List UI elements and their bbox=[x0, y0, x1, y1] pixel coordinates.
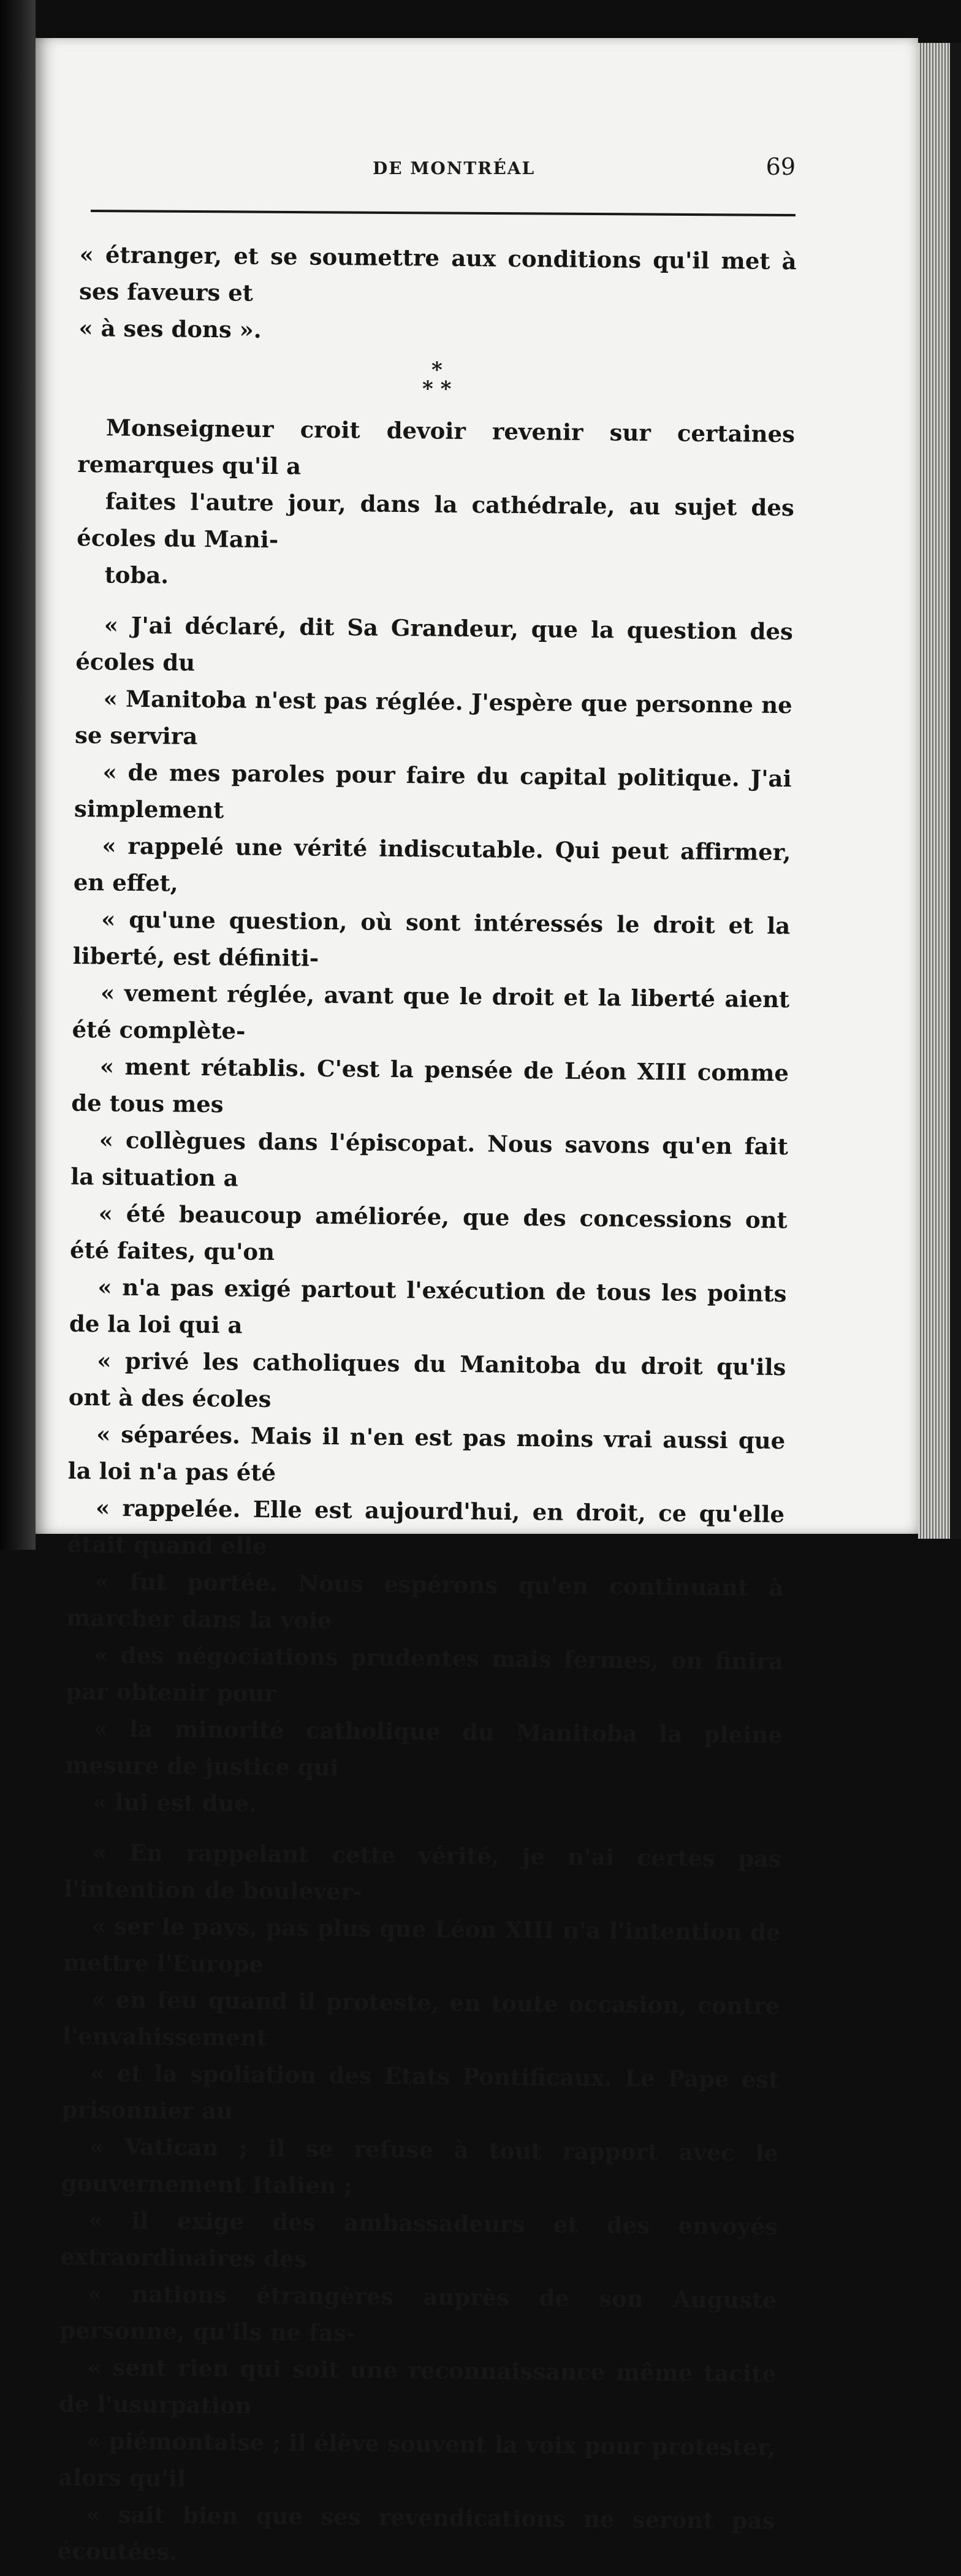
text-line: « Manitoba n'est pas réglée. J'espère que personne ne se servira bbox=[74, 685, 792, 750]
text-line: « privé les catholiques du Manitoba du droit qu'ils ont à des écoles bbox=[68, 1347, 786, 1413]
text-line: « en feu quand il proteste, en toute occasion, contre l'envahissement bbox=[62, 1986, 780, 2052]
paragraph-2 bbox=[76, 409, 795, 600]
text-line: « n'a pas exigé partout l'exécution de tous les points de la loi qui a bbox=[69, 1273, 787, 1339]
text-line: « rappelée. Elle est aujourd'hui, en droit, ce qu'elle était quand elle bbox=[67, 1494, 785, 1560]
text-line: toba. bbox=[104, 561, 169, 589]
paragraph-1 bbox=[78, 236, 797, 353]
text-line: « Vatican ; il se refuse à tout rapport avec le gouvernement Italien ; bbox=[61, 2133, 779, 2200]
text-line: « J'ai déclaré, dit Sa Grandeur, que la question des écoles du bbox=[75, 611, 794, 676]
asterism-separator: * * * bbox=[422, 357, 452, 402]
text-line: « étranger, et se soumettre aux conditions qu'il met à ses faveurs et bbox=[78, 240, 797, 307]
text-line: « En rappelant cette vérité, je n'ai certes pas l'intention de boulever- bbox=[63, 1839, 781, 1905]
text-line: « à ses dons ». bbox=[78, 314, 262, 343]
text-line: « séparées. Mais il n'en est pas moins vrai aussi que la loi n'a pas été bbox=[67, 1420, 786, 1487]
text-line: « qu'une question, où sont intéressés le droit et la liberté, est définiti- bbox=[72, 905, 791, 972]
body-text bbox=[57, 236, 796, 2576]
paragraph-3 bbox=[64, 606, 793, 1827]
text-line: Monseigneur croit devoir revenir sur certaines remarques qu'il a bbox=[77, 414, 796, 480]
paragraph-4 bbox=[57, 1834, 781, 2576]
text-line: « sait bien que ses revendications ne seront pas écoutées. bbox=[57, 2501, 775, 2566]
text-line: « été beaucoup améliorée, que des concessions ont été faites, qu'on bbox=[69, 1200, 788, 1266]
text-line: « sent rien qui soit une reconnaissance même tacite de l'usurpation bbox=[58, 2353, 777, 2419]
page-edges bbox=[918, 43, 961, 1539]
text-line: faites l'autre jour, dans la cathédrale, au sujet des écoles du Mani- bbox=[77, 487, 795, 554]
text-line: « fut portée. Nous espérons qu'en continuant à marcher dans la voie bbox=[66, 1568, 784, 1634]
text-line: « la minorité catholique du Manitoba la pleine mesure de justice qui bbox=[64, 1715, 783, 1781]
text-line: « des négociations prudentes mais fermes, on finira par obtenir pour bbox=[66, 1641, 783, 1707]
text-line: « et la spoliation des Etats Pontificaux. Le Pape est prisonnier au bbox=[61, 2059, 780, 2125]
text-line: « rappelé une vérité indiscutable. Qui peut affirmer, en effet, bbox=[73, 832, 791, 897]
text-line: « ment rétablis. C'est la pensée de Léon XIII comme de tous mes bbox=[71, 1053, 789, 1118]
page-number: 69 bbox=[765, 153, 796, 180]
page-header bbox=[91, 153, 796, 190]
text-line: « vement réglée, avant que le droit et la liberté aient été complète- bbox=[72, 979, 790, 1045]
text-line: « nations étrangères auprès de son Auguste personne, qu'ils ne fas- bbox=[59, 2280, 777, 2347]
text-line: « collègues dans l'épiscopat. Nous savons qu'en fait la situation a bbox=[70, 1126, 789, 1192]
book-binding-shadow bbox=[0, 0, 36, 1550]
text-line: « piémontaise ; il élève souvent la voix pour protester, alors qu'il bbox=[58, 2427, 776, 2492]
text-line: « de mes paroles pour faire du capital politique. J'ai simplement bbox=[74, 758, 792, 824]
running-head: DE MONTRÉAL bbox=[373, 158, 536, 178]
text-line: « lui est due. bbox=[93, 1788, 257, 1817]
text-line: « il exige des ambassadeurs et des envoyés extraordinaires des bbox=[60, 2206, 778, 2273]
text-line: « ser le pays, pas plus que Léon XIII n'a l'intention de mettre l'Europe bbox=[63, 1912, 781, 1978]
